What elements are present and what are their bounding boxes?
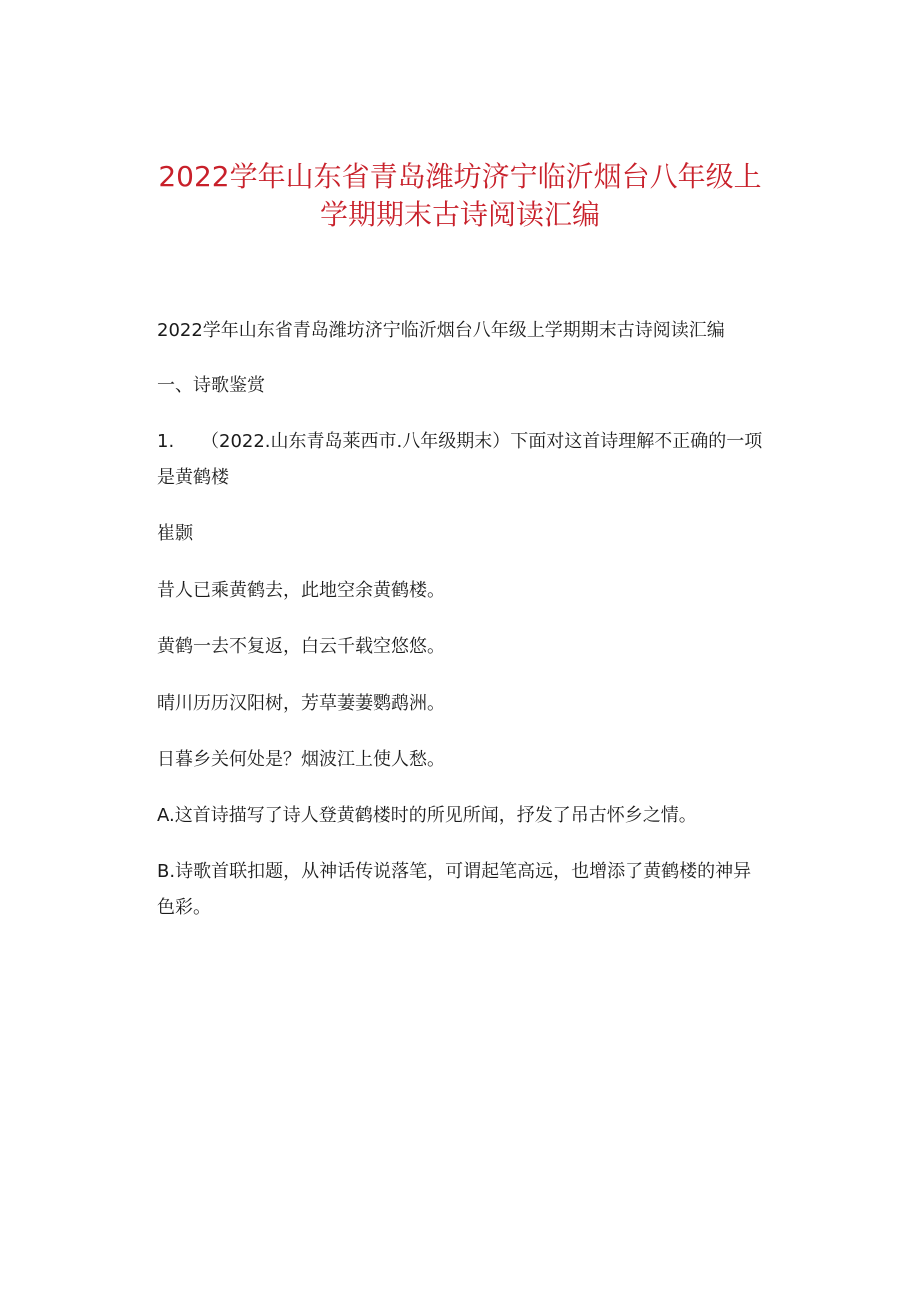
- option-b: [157, 854, 767, 926]
- option-text: 这首诗描写了诗人登黄鹤楼时的所见所闻，抒发了吊古怀乡之情。: [174, 805, 697, 826]
- document-subtitle: 2022学年山东省青岛潍坊济宁临沂烟台八年级上学期期末古诗阅读汇编: [157, 320, 725, 341]
- section-heading: 一、诗歌鉴赏: [157, 375, 265, 396]
- poem-line: 晴川历历汉阳树，芳草萋萋鹦鹉洲。: [157, 693, 445, 714]
- option-text: 诗歌首联扣题，从神话传说落笔，可谓起笔高远，也增添了黄鹤楼的神异色彩。: [157, 861, 752, 918]
- title-line-2: 学期期末古诗阅读汇编: [319, 198, 600, 231]
- question-1: [157, 424, 767, 496]
- title-line-1: 2022学年山东省青岛潍坊济宁临沂烟台八年级上: [158, 160, 762, 193]
- question-number: 1.: [157, 431, 175, 452]
- document-title: [150, 158, 770, 234]
- poem-author: 崔颢: [157, 523, 193, 544]
- poem-line: 昔人已乘黄鹤去，此地空余黄鹤楼。: [157, 580, 445, 601]
- option-label: B.: [157, 861, 176, 882]
- option-label: A.: [157, 805, 175, 826]
- option-a: [157, 798, 767, 834]
- poem-line: 日暮乡关何处是？烟波江上使人愁。: [157, 749, 445, 770]
- question-text: 山东青岛莱西市.八年级期末）下面对这首诗理解不正确的一项是黄鹤楼: [157, 431, 763, 488]
- poem-line: 黄鹤一去不复返，白云千载空悠悠。: [157, 636, 445, 657]
- question-source-year: （2022.: [201, 431, 271, 452]
